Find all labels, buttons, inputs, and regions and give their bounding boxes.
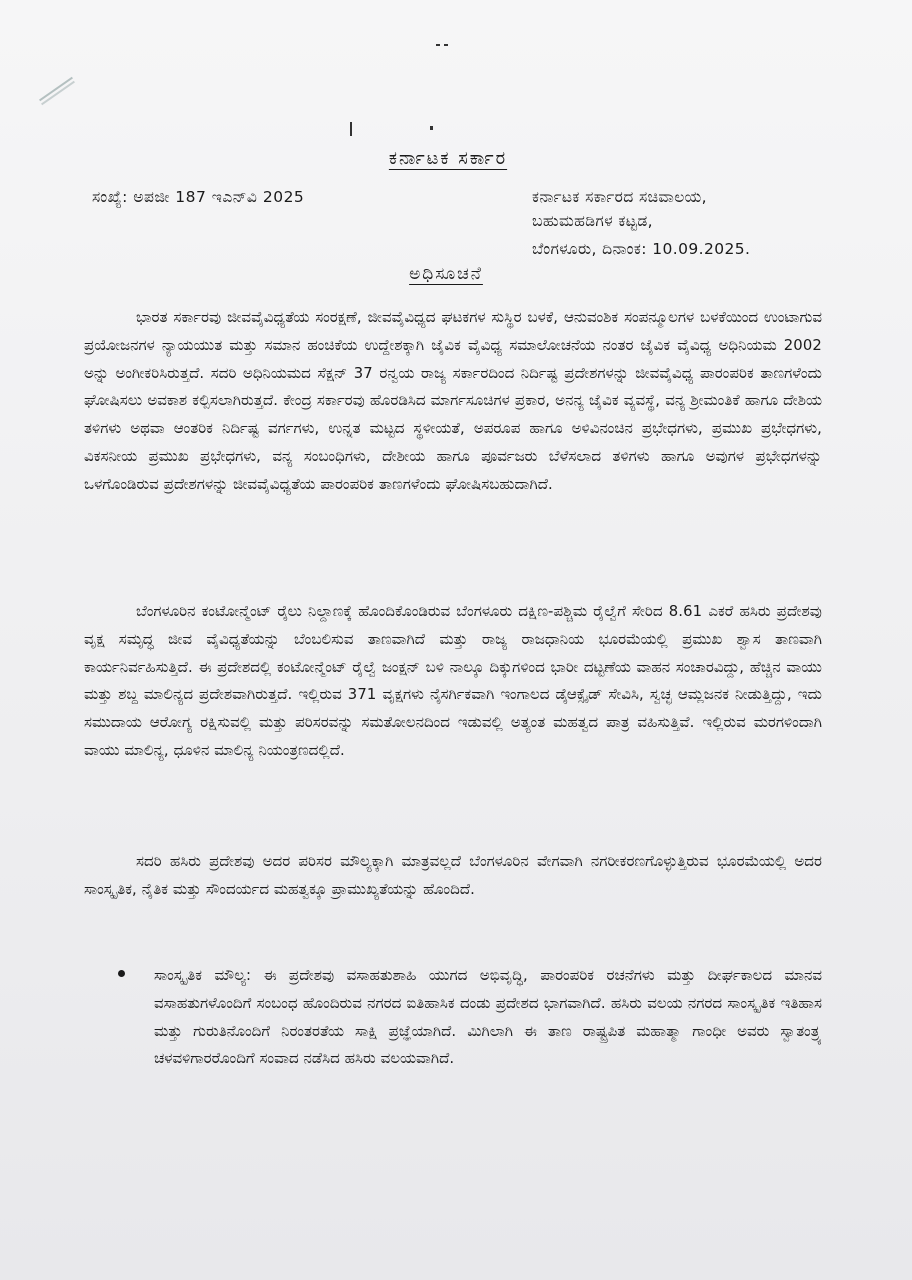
scan-mark (436, 44, 440, 46)
address-line-2: ಬಹುಮಹಡಿಗಳ ಕಟ್ಟಡ, (532, 212, 653, 230)
reference-number: ಸಂಖ್ಯೆ: ಅಪಜೀ 187 ಇಎನ್‌ವಿ 2025 (92, 188, 305, 206)
bullet-dot-icon (118, 970, 125, 977)
scan-mark (350, 122, 352, 136)
paragraph-2: ಬೆಂಗಳೂರಿನ ಕಂಟೋನ್ಮೆಂಟ್ ರೈಲು ನಿಲ್ದಾಣಕ್ಕೆ ಹೊಂದಿಕೊಂಡಿರುವ ಬೆಂಗಳೂರು ದಕ್ಷಿಣ-ಪಶ್ಚಿಮ ರೈಲ್ವೆಗೆ ಸೇರಿದ 8.61 ಎಕರೆ ಹಸಿರು ಪ್ರದೇಶವು ವೃಕ್ಷ ಸಮೃದ್ಧ ಜೀವ ವೈವಿಧ್ಯತೆಯನ್ನು ಬೆಂಬಲಿಸುವ ತಾಣವಾಗಿದೆ ಮತ್ತು ರಾಜ್ಯ ರಾಜಧಾನಿಯ ಭೂರಮೆಯಲ್ಲಿ ಪ್ರಮುಖ ಶ್ವಾಸ ತಾಣವಾಗಿ ಕಾರ್ಯನಿರ್ವಹಿಸುತ್ತಿದೆ. ಈ ಪ್ರದೇಶದಲ್ಲಿ ಕಂಟೋನ್ಮೆಂಟ್ ರೈಲ್ವೆ ಜಂಕ್ಷನ್ ಬಳಿ ನಾಲ್ಕೂ ದಿಕ್ಕುಗಳಿಂದ ಭಾರೀ ದಟ್ಟಣೆಯ ವಾಹನ ಸಂಚಾರವಿದ್ದು, ಹೆಚ್ಚಿನ ವಾಯು ಮತ್ತು ಶಬ್ದ ಮಾಲಿನ್ಯದ ಪ್ರದೇಶವಾಗಿರುತ್ತದೆ. ಇಲ್ಲಿರುವ 371 ವೃಕ್ಷಗಳು ನೈಸರ್ಗಿಕವಾಗಿ ಇಂಗಾಲದ ಡೈಆಕ್ಸೈಡ್ ಸೇವಿಸಿ, ಸ್ವಚ್ಛ ಆಮ್ಲಜನಕ ನೀಡುತ್ತಿದ್ದು, ಇದು ಸಮುದಾಯ ಆರೋಗ್ಯ ರಕ್ಷಿಸುವಲ್ಲಿ ಮತ್ತು ಪರಿಸರವನ್ನು ಸಮತೋಲನದಿಂದ ಇಡುವಲ್ಲಿ ಅತ್ಯಂತ ಮಹತ್ವದ ಪಾತ್ರ ವಹಿಸುತ್ತಿವೆ. ಇಲ್ಲಿರುವ ಮರಗಳಿಂದಾಗಿ ವಾಯು ಮಾಲಿನ್ಯ, ಧೂಳಿನ ಮಾಲಿನ್ಯ ನಿಯಂತ್ರಣದಲ್ಲಿದೆ. (84, 603, 822, 759)
scan-mark (444, 44, 448, 46)
scan-scratch (39, 77, 73, 102)
paragraph-1: ಭಾರತ ಸರ್ಕಾರವು ಜೀವವೈವಿಧ್ಯತೆಯ ಸಂರಕ್ಷಣೆ, ಜೀವವೈವಿಧ್ಯದ ಘಟಕಗಳ ಸುಸ್ಥಿರ ಬಳಕೆ, ಆನುವಂಶಿಕ ಸಂಪನ್ಮೂಲಗಳ ಬಳಕೆಯಿಂದ ಉಂಟಾಗುವ ಪ್ರಯೋಜನಗಳ ನ್ಯಾಯಯುತ ಮತ್ತು ಸಮಾನ ಹಂಚಿಕೆಯ ಉದ್ದೇಶಕ್ಕಾಗಿ ಜೈವಿಕ ವೈವಿಧ್ಯ ಸಮಾಲೋಚನೆಯ ನಂತರ ಜೈವಿಕ ವೈವಿಧ್ಯ ಅಧಿನಿಯಮ 2002 ಅನ್ನು ಅಂಗೀಕರಿಸಿರುತ್ತದೆ. ಸದರಿ ಅಧಿನಿಯಮದ ಸೆಕ್ಷನ್ 37 ರನ್ವಯ ರಾಜ್ಯ ಸರ್ಕಾರದಿಂದ ನಿರ್ದಿಷ್ಟ ಪ್ರದೇಶಗಳನ್ನು ಜೀವವೈವಿಧ್ಯ ಪಾರಂಪರಿಕ ತಾಣಗಳೆಂದು ಘೋಷಿಸಲು ಅವಕಾಶ ಕಲ್ಪಿಸಲಾಗಿರುತ್ತದೆ. ಕೇಂದ್ರ ಸರ್ಕಾರವು ಹೊರಡಿಸಿದ ಮಾರ್ಗಸೂಚಿಗಳ ಪ್ರಕಾರ, ಅನನ್ಯ ಜೈವಿಕ ವ್ಯವಸ್ಥೆ, ವನ್ಯ ಶ್ರೀಮಂತಿಕೆ ಹಾಗೂ ದೇಶಿಯ ತಳಿಗಳು ಅಥವಾ ಆಂತರಿಕ ನಿರ್ದಿಷ್ಟ ವರ್ಗಗಳು, ಉನ್ನತ ಮಟ್ಟದ ಸ್ಥಳೀಯತೆ, ಅಪರೂಪ ಹಾಗೂ ಅಳಿವಿನಂಚಿನ ಪ್ರಭೇಧಗಳು, ಪ್ರಮುಖ ಪ್ರಭೇಧಗಳು, ವಿಕಸನೀಯ ಪ್ರಮುಖ ಪ್ರಭೇಧಗಳು, ವನ್ಯ ಸಂಬಂಧಿಗಳು, ದೇಶೀಯ ಹಾಗೂ ಪೂರ್ವಜರು ಬೆಳೆಸಲಾದ ತಳಿಗಳು ಹಾಗೂ ಅವುಗಳ ಪ್ರಭೇಧಗಳನ್ನು ಒಳಗೊಂಡಿರುವ ಪ್ರದೇಶಗಳನ್ನು ಜೀವವೈವಿಧ್ಯತೆಯ ಪಾರಂಪರಿಕ ತಾಣಗಳೆಂದು ಘೋಷಿಸಬಹುದಾಗಿದೆ. (84, 309, 822, 493)
address-line-1: ಕರ್ನಾಟಕ ಸರ್ಕಾರದ ಸಚಿವಾಲಯ, (532, 188, 708, 206)
scan-mark (430, 126, 433, 130)
government-title: ಕರ್ನಾಟಕ ಸರ್ಕಾರ (388, 148, 508, 169)
address-date-line: ಬೆಂಗಳೂರು, ದಿನಾಂಕ: 10.09.2025. (532, 240, 751, 258)
bullet-text: ಸಾಂಸ್ಕೃತಿಕ ಮೌಲ್ಯ: ಈ ಪ್ರದೇಶವು ವಸಾಹತುಶಾಹಿ ಯುಗದ ಅಭಿವೃದ್ಧಿ, ಪಾರಂಪರಿಕ ರಚನೆಗಳು ಮತ್ತು ದೀರ್ಘಕಾಲದ ಮಾನವ ವಸಾಹತುಗಳೊಂದಿಗೆ ಸಂಬಂಧ ಹೊಂದಿರುವ ನಗರದ ಐತಿಹಾಸಿಕ ದಂಡು ಪ್ರದೇಶದ ಭಾಗವಾಗಿದೆ. ಹಸಿರು ವಲಯ ನಗರದ ಸಾಂಸ್ಕೃತಿಕ ಇತಿಹಾಸ ಮತ್ತು ಗುರುತಿನೊಂದಿಗೆ ನಿರಂತರತೆಯ ಸಾಕ್ಷಿ ಪ್ರಜ್ಞೆಯಾಗಿದೆ. ಮಿಗಿಲಾಗಿ ಈ ತಾಣ ರಾಷ್ಟ್ರಪಿತ ಮಹಾತ್ಮಾ ಗಾಂಧೀ ಅವರು ಸ್ವಾತಂತ್ರ್ಯ ಚಳವಳಿಗಾರರೊಂದಿಗೆ ಸಂವಾದ ನಡೆಸಿದ ಹಸಿರು ವಲಯವಾಗಿದೆ. (154, 967, 822, 1068)
notification-heading: ಅಧಿಸೂಚನೆ (409, 264, 483, 284)
paragraph-3: ಸದರಿ ಹಸಿರು ಪ್ರದೇಶವು ಅದರ ಪರಿಸರ ಮೌಲ್ಯಕ್ಕಾಗಿ ಮಾತ್ರವಲ್ಲದೆ ಬೆಂಗಳೂರಿನ ವೇಗವಾಗಿ ನಗರೀಕರಣಗೊಳ್ಳುತ್ತಿರುವ ಭೂರಮೆಯಲ್ಲಿ ಅದರ ಸಾಂಸ್ಕೃತಿಕ, ನೈತಿಕ ಮತ್ತು ಸೌಂದರ್ಯದ ಮಹತ್ವಕ್ಕೂ ಪ್ರಾಮುಖ್ಯತೆಯನ್ನು ಹೊಂದಿದೆ. (84, 853, 822, 898)
